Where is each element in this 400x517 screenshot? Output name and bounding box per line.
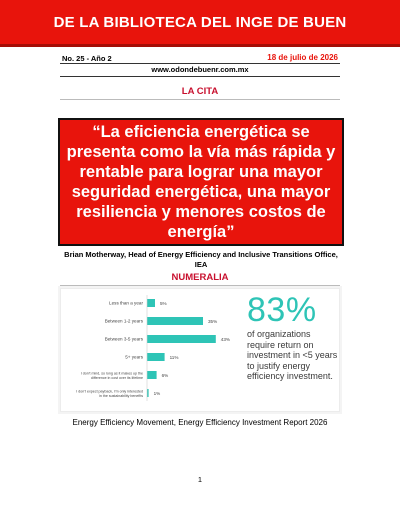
page-number: 1 [197, 475, 203, 484]
bar [147, 299, 155, 307]
value-label: 1% [153, 390, 161, 396]
numeralia-source: Energy Efficiency Movement, Energy Efficiency Investment Report 2026 [72, 418, 328, 427]
category-label: Between 3-5 years [104, 336, 143, 342]
bar [147, 335, 216, 343]
cita-section-title: LA CITA [181, 86, 219, 97]
category-label: I don't expect payback, I'm only interested in the sustainability benefits [76, 389, 143, 398]
category-label: I don't mind, so long as it makes up the difference in cost over its lifetime [80, 371, 143, 380]
bar [147, 371, 157, 379]
issue-number: No. 25 - Año 2 [62, 54, 112, 63]
category-label: 5+ years [125, 354, 143, 360]
cita-section-divider [60, 99, 340, 100]
value-label: 43% [220, 336, 231, 342]
website-link[interactable]: www.odondebuenr.com.mx [151, 65, 249, 74]
stat-description: of organizations require return on investment in <5 years to justify energy efficiency investment. [247, 329, 338, 381]
quote-text: “La eficiencia energética se presenta como la vía más rápida y rentable para lograr una mayor seguridad energética, una mayor resiliencia y menores costos de energía” [66, 123, 336, 241]
quote-author: Brian Motherway, Head of Energy Efficiency and Inclusive Transitions Office, IEA [64, 250, 338, 269]
category-label: Between 1-2 years [104, 318, 143, 324]
numeralia-section-divider [60, 285, 340, 286]
header-banner [0, 0, 400, 47]
quote-box [58, 118, 344, 246]
numeralia-section-title: NUMERALIA [171, 272, 229, 283]
bar [147, 353, 165, 361]
category-label: Less than a year [109, 300, 143, 306]
banner-title: DE LA BIBLIOTECA DEL INGE DE BUEN [53, 13, 347, 31]
bar [147, 317, 203, 325]
value-label: 11% [169, 354, 179, 360]
issue-date: 18 de julio de 2026 [267, 53, 338, 62]
header-divider-top [60, 63, 340, 64]
value-label: 35% [208, 318, 218, 324]
value-label: 6% [161, 372, 169, 378]
numeralia-chart [60, 288, 340, 412]
header-divider-bottom [60, 76, 340, 77]
value-label: 5% [160, 300, 167, 306]
stat-value: 83% [247, 291, 317, 329]
